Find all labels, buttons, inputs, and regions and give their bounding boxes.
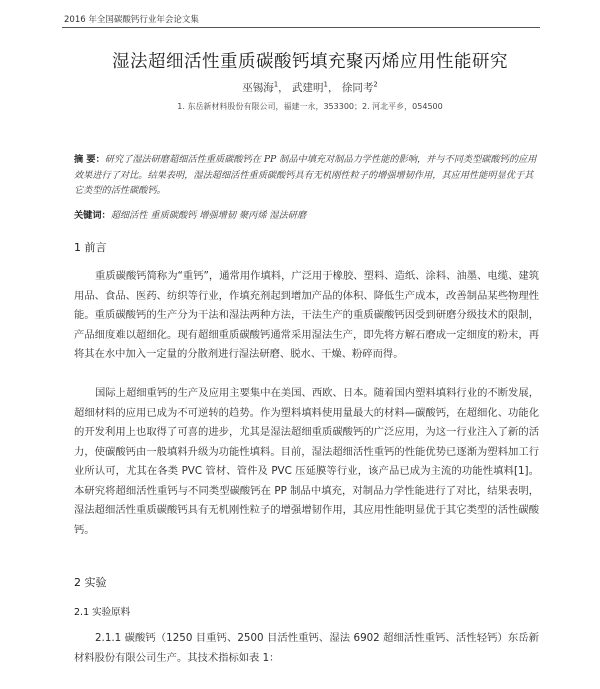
body-paragraph: 重质碳酸钙简称为“重钙”，通常用作填料，广泛用于橡胶、塑料、造纸、涂料、油墨、电缆、建筑用品、食品、医药、纺织等行业，作填充剂起到增加产品的体积、降低生产成本，改善制品某些物理性能。重质碳酸钙的生产分为干法和湿法两种方法，干法生产的重质碳酸钙因受到研磨分级技术的限制，产品细度难以超细化。现有超细重质碳酸钙通常采用湿法生产，即先将方解石磨成一定细度的粉末，再将其在水中加入一定量的分散剂进行湿法研磨、脱水、干燥、粉碎而得。 xyxy=(74,270,539,360)
body-paragraph: 国际上超细重钙的生产及应用主要集中在美国、西欧、日本。随着国内塑料填料行业的不断发展，超细材料的应用已成为不可逆转的趋势。作为塑料填料使用量最大的材料—碳酸钙，在超细化、功能化的开发利用上也取得了可喜的进步，尤其是湿法超细重质碳酸钙的广泛应用，为这一行业注入了新的活力，使碳酸钙由一般填料升级为功能性填料。目前，湿法超细活性重钙的性能优势已逐渐为塑料加工行业所认可，尤其在各类 PVC 管材、管件及 PVC 压延膜等行业，该产品已成为主流的功能性填料[1]。本研究将超细活性重钙与不同类型碳酸钙在 PP 制品中填充，对制品力学性能进行了对比，结果表明，湿法超细活性重质碳酸钙具有无机刚性粒子的增强增韧作用，其应用性能明显优于其它类型的活性碳酸钙。 xyxy=(74,387,539,536)
affiliation: 1. 东岳新材料股份有限公司，福建一永，353300；2. 河北平乡，054500 xyxy=(177,102,443,111)
author-affil-mark: 1 xyxy=(273,80,279,89)
body-paragraph: 2.1.1 碳酸钙（1250 目重钙、2500 目活性重钙、湿法 6902 超细活性重钙、活性轻钙）东岳新材料股份有限公司生产。其技术指标如表 1： xyxy=(74,632,539,664)
author-affil-mark: 2 xyxy=(373,80,378,89)
section-heading-experiment: 2 实验 xyxy=(74,576,107,589)
keywords xyxy=(74,207,542,221)
keywords-text: 超细活性 重质碳酸钙 增强增韧 聚丙烯 湿法研磨 xyxy=(110,210,307,221)
paper-title: 湿法超细活性重质碳酸钙填充聚丙烯应用性能研究 xyxy=(112,52,508,72)
section-heading-introduction: 1 前言 xyxy=(74,241,107,254)
abstract xyxy=(74,152,542,199)
author-name: 徐同考 xyxy=(341,82,374,94)
running-head: 2016 年全国碳酸钙行业年会论文集 xyxy=(64,15,199,25)
subsection-heading-materials: 2.1 实验原料 xyxy=(74,607,131,618)
header-rule xyxy=(62,27,540,28)
abstract-label: 摘 要： xyxy=(74,154,105,165)
keywords-label: 关键词： xyxy=(74,210,111,221)
author-line: 巫锡海$^1$， 武建明$^1$， 徐同考$^2$ xyxy=(242,80,378,94)
abstract-text: 研究了湿法研磨超细活性重质碳酸钙在 PP 制品中填充对制品力学性能的影响，并与不同类型碳酸钙的应用效果进行了对比。结果表明，湿法超细活性重质碳酸钙具有无机刚性粒子的增强增韧作用，其应用性能明显优于其它类型的活性碳酸钙。 xyxy=(74,154,537,196)
author-name: 武建明 xyxy=(292,82,324,94)
author-affil-mark: 1 xyxy=(323,80,328,89)
author-name: 巫锡海 xyxy=(242,82,274,94)
